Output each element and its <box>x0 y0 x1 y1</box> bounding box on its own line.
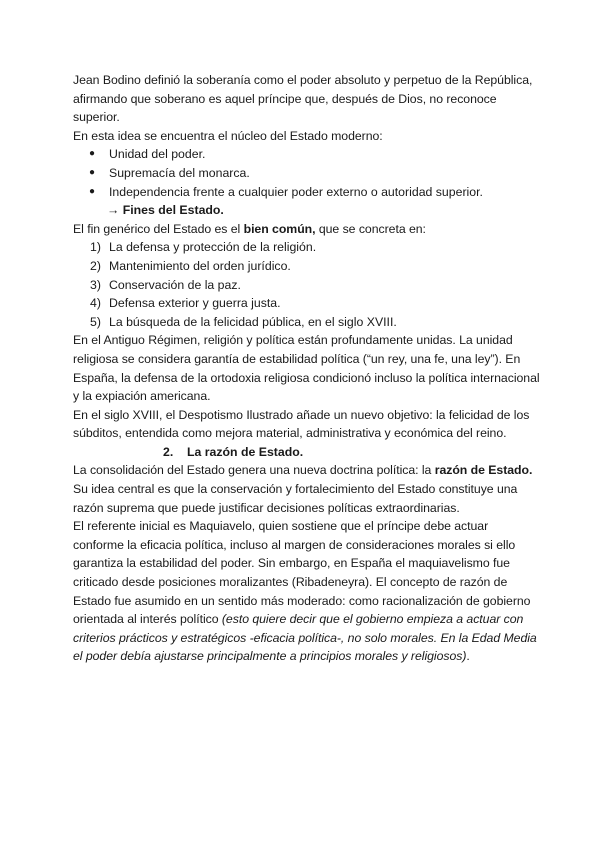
list-item-text: Defensa exterior y guerra justa. <box>109 296 281 311</box>
section-heading <box>73 443 540 462</box>
text-run: . <box>466 649 470 664</box>
paragraph-core-idea: En esta idea se encuentra el núcleo del Estado moderno: <box>73 128 383 143</box>
list-item <box>73 145 540 164</box>
list-number: 2) <box>90 258 101 273</box>
paragraph-maquiavelo <box>73 517 540 666</box>
list-item-text: La defensa y protección de la religión. <box>109 240 317 255</box>
text-run: que se concreta en: <box>315 221 426 236</box>
italic-text: (esto quiere decir que el gobierno empieza a actuar con criterios prácticos y estratégicos -eficacia política-, no solo morales. En la Edad Media el poder debía ajustarse principalmente a principios morales y religiosos) <box>73 612 537 664</box>
list-item-text: La búsqueda de la felicidad pública, en el siglo XVIII. <box>109 314 397 329</box>
list-item-text: Mantenimiento del orden jurídico. <box>109 258 291 273</box>
list-item <box>73 276 540 295</box>
list-item-text: Independencia frente a cualquier poder externo o autoridad superior. <box>109 184 483 199</box>
fines-heading: → Fines del Estado. <box>107 203 224 218</box>
list-item-text: Unidad del poder. <box>109 147 206 162</box>
bold-text: razón de Estado. <box>434 463 533 478</box>
list-item <box>73 294 540 313</box>
paragraph-bodino: Jean Bodino definió la soberanía como el poder absoluto y perpetuo de la República, afirmando que soberano es aquel príncipe que, después de Dios, no reconoce superior. <box>73 73 533 125</box>
list-item <box>73 164 540 183</box>
list-number: 3) <box>90 277 101 292</box>
section-title: La razón de Estado. <box>187 444 304 459</box>
bullet-icon: ● <box>89 166 96 178</box>
bold-text: bien común, <box>243 221 316 236</box>
list-item-text: Conservación de la paz. <box>109 277 241 292</box>
text-run: La consolidación del Estado genera una nueva doctrina política: la <box>73 463 435 478</box>
list-number: 5) <box>90 314 101 329</box>
paragraph-despotismo: En el siglo XVIII, el Despotismo Ilustrado añade un nuevo objetivo: la felicidad de los súbditos, entendida como mejora material, administrativa y económica del reino. <box>73 407 530 441</box>
list-item <box>73 238 540 257</box>
list-item-text: Supremacía del monarca. <box>109 165 250 180</box>
paragraph-antiguo-regimen: En el Antiguo Régimen, religión y política están profundamente unidas. La unidad religiosa se considera garantía de estabilidad política (“un rey, una fe, una ley”). En España, la defensa de la ortodoxia religiosa condicionó incluso la política internacional y la expiación americana. <box>73 333 540 404</box>
paragraph-bien-comun <box>73 220 540 239</box>
paragraph-razon-estado <box>73 461 540 480</box>
list-item <box>73 257 540 276</box>
numbered-list <box>73 238 540 331</box>
section-number: 2. <box>163 444 174 459</box>
text-run: El referente inicial es Maquiavelo, quien sostiene que el príncipe debe actuar conforme la eficacia política, incluso al margen de consideraciones morales si ello garantiza la estabilidad del poder. Sin embargo, en España el maquiavelismo fue criticado desde posiciones moralizantes (Ribadeneyra). El concepto de razón de Estado fue asumido en un sentido más moderado: como racionalización de gobierno orientada al interés político <box>73 519 531 627</box>
paragraph-idea-central: Su idea central es que la conservación y fortalecimiento del Estado constituye una razón suprema que puede justificar decisiones políticas extraordinarias. <box>73 482 518 515</box>
text-run: El fin genérico del Estado es el <box>73 221 244 236</box>
bullet-icon: ● <box>89 148 96 160</box>
list-number: 4) <box>90 296 101 311</box>
list-item <box>73 313 540 332</box>
list-item <box>73 183 540 202</box>
bullet-icon: ● <box>89 185 96 197</box>
list-number: 1) <box>90 240 101 255</box>
bullet-list <box>73 145 540 201</box>
